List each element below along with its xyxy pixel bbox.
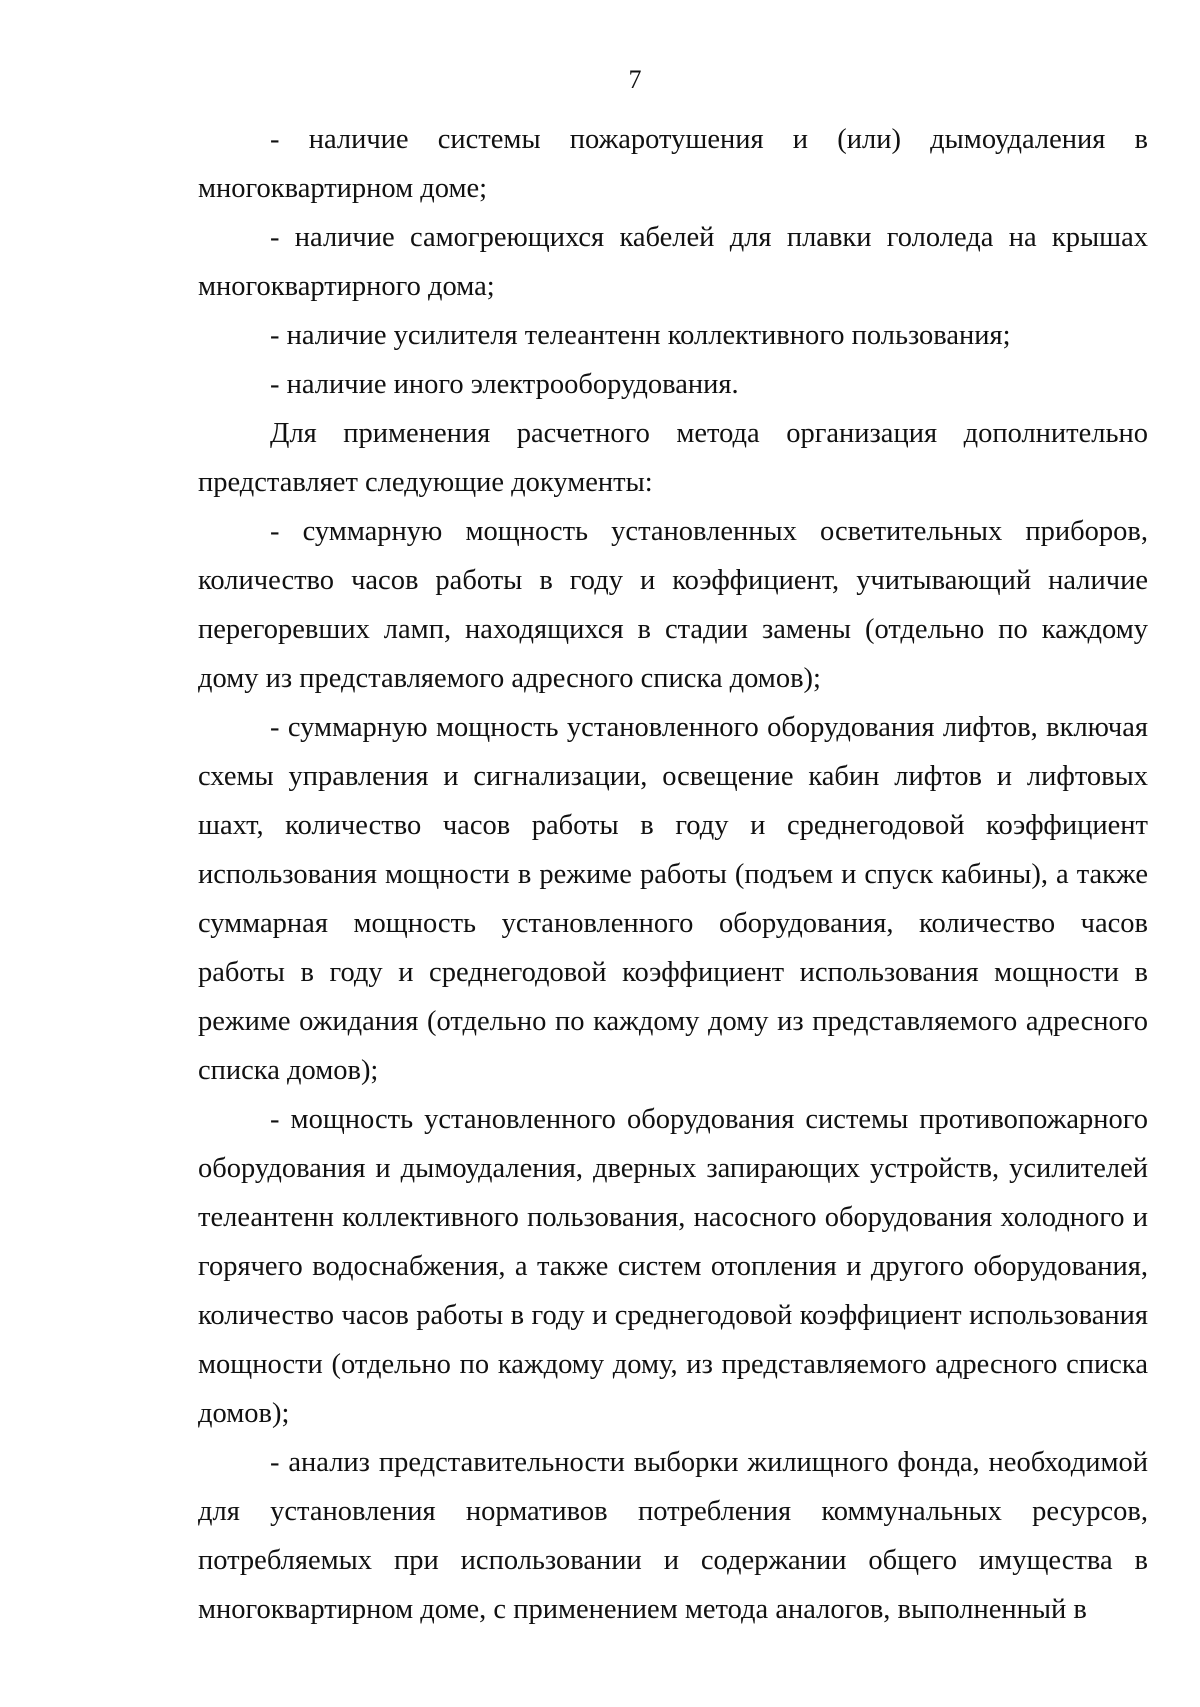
paragraph-heating-cables: - наличие самогреющихся кабелей для плавки гололеда на крышах многоквартирного дома; — [198, 222, 1148, 302]
paragraph-housing-analysis: - анализ представительности выборки жилищного фонда, необходимой для установления нормативов потребления коммунальных ресурсов, потребляемых при использовании и содержании общего имущества в многоквартирном доме, с применением метода аналогов, выполненный в — [198, 1447, 1148, 1625]
paragraph-calculation-method: Для применения расчетного метода организация дополнительно представляет следующие документы: — [198, 418, 1148, 498]
paragraph-fire-suppression: - наличие системы пожаротушения и (или) дымоудаления в многоквартирном доме; — [198, 124, 1148, 204]
page-number: 7 — [628, 65, 642, 94]
paragraph-fire-equipment-power: - мощность установленного оборудования системы противопожарного оборудования и дымоудаления, дверных запирающих устройств, усилителей телеантенн коллективного пользования, насосного оборудования холодного и горячего водоснабжения, а также систем отопления и другого оборудования, количество часов работы в году и среднегодовой коэффициент использования мощности (отдельно по каждому дому, из представляемого адресного списка домов); — [198, 1104, 1148, 1429]
document-body — [198, 115, 1148, 1634]
paragraph-elevator-power: - суммарную мощность установленного оборудования лифтов, включая схемы управления и сигнализации, освещение кабин лифтов и лифтовых шахт, количество часов работы в году и среднегодовой коэффициент использования мощности в режиме работы (подъем и спуск кабины), а также суммарная мощность установленного оборудования, количество часов работы в году и среднегодовой коэффициент использования мощности в режиме ожидания (отдельно по каждому дому из представляемого адресного списка домов); — [198, 712, 1148, 1086]
paragraph-antenna-amplifier: - наличие усилителя телеантенн коллективного пользования; — [270, 320, 1011, 351]
paragraph-lighting-power: - суммарную мощность установленных осветительных приборов, количество часов работы в году и коэффициент, учитывающий наличие перегоревших ламп, находящихся в стадии замены (отдельно по каждому дому из представляемого адресного списка домов); — [198, 516, 1148, 694]
paragraph-other-equipment: - наличие иного электрооборудования. — [270, 369, 739, 400]
